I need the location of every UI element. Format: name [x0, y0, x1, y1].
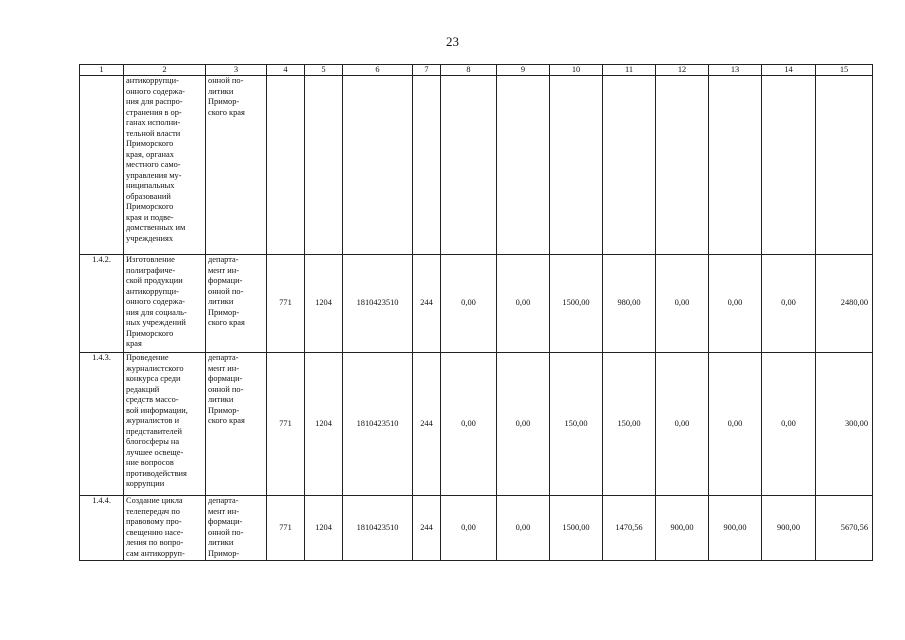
vr-code: 244: [413, 496, 441, 561]
amount-total: 300,00: [816, 353, 873, 496]
amount-col11: 150,00: [603, 353, 656, 496]
amount-col14: 900,00: [762, 496, 816, 561]
page-number: 23: [446, 34, 459, 49]
column-header: 15: [816, 65, 873, 76]
activity-name: Создание цикла телепередач по правовому про- свещению насе- ления по вопро- сам антикорруп-: [124, 496, 206, 561]
executor: департа- мент ин- формаци- онной по- литики Примор- ского края: [206, 255, 267, 353]
amount-total: 5670,56: [816, 496, 873, 561]
csr-code: 1810423510: [343, 255, 413, 353]
amount-col13: [709, 76, 762, 255]
activity-name: Изготовление полиграфиче- ской продукции антикоррупци- онного содержа- ния для социаль- ных учреждений Приморского края: [124, 255, 206, 353]
amount-col12: 900,00: [656, 496, 709, 561]
column-header: 7: [413, 65, 441, 76]
column-header: 5: [305, 65, 343, 76]
csr-code: 1810423510: [343, 496, 413, 561]
amount-col14: 0,00: [762, 353, 816, 496]
amount-col10: 1500,00: [550, 255, 603, 353]
amount-total: 2480,00: [816, 255, 873, 353]
amount-col12: 0,00: [656, 353, 709, 496]
column-header: 12: [656, 65, 709, 76]
column-header: 3: [206, 65, 267, 76]
amount-col8: 0,00: [441, 255, 497, 353]
rzpr-code: [305, 76, 343, 255]
column-header: 2: [124, 65, 206, 76]
column-header: 14: [762, 65, 816, 76]
column-header: 10: [550, 65, 603, 76]
rzpr-code: 1204: [305, 353, 343, 496]
vr-code: 244: [413, 353, 441, 496]
vr-code: [413, 76, 441, 255]
column-header: 1: [80, 65, 124, 76]
activity-name: антикоррупци- онного содержа- ния для распро- странения в ор- ганах исполни- тельной власти Приморского края, органах местного само- управления му- ниципальных образований Приморского края и подве- домственных им учреждениях: [124, 76, 206, 255]
amount-col11: 980,00: [603, 255, 656, 353]
amount-col9: 0,00: [497, 353, 550, 496]
grbs-code: 771: [267, 255, 305, 353]
table-row: [80, 76, 873, 255]
amount-col9: 0,00: [497, 496, 550, 561]
amount-col12: 0,00: [656, 255, 709, 353]
amount-col9: 0,00: [497, 255, 550, 353]
column-header: 4: [267, 65, 305, 76]
vr-code: 244: [413, 255, 441, 353]
executor: департа- мент ин- формаци- онной по- литики Примор-: [206, 496, 267, 561]
row-number: 1.4.4.: [80, 496, 124, 561]
amount-col12: [656, 76, 709, 255]
column-header: 6: [343, 65, 413, 76]
csr-code: 1810423510: [343, 353, 413, 496]
table-row: [80, 353, 873, 496]
executor: департа- мент ин- формаци- онной по- литики Примор- ского края: [206, 353, 267, 496]
budget-table: [79, 64, 873, 561]
amount-col14: 0,00: [762, 255, 816, 353]
amount-col13: 0,00: [709, 353, 762, 496]
activity-name: Проведение журналистского конкурса среди редакций средств массо- вой информации, журналистов и представителей блогосферы на лучшее освеще- ние вопросов противодействия коррупции: [124, 353, 206, 496]
grbs-code: 771: [267, 496, 305, 561]
amount-col10: 150,00: [550, 353, 603, 496]
column-header: 11: [603, 65, 656, 76]
amount-col11: 1470,56: [603, 496, 656, 561]
amount-col9: [497, 76, 550, 255]
amount-col8: [441, 76, 497, 255]
amount-col10: [550, 76, 603, 255]
header-row: [80, 65, 873, 76]
amount-col8: 0,00: [441, 496, 497, 561]
amount-col10: 1500,00: [550, 496, 603, 561]
csr-code: [343, 76, 413, 255]
row-number: 1.4.3.: [80, 353, 124, 496]
rzpr-code: 1204: [305, 496, 343, 561]
amount-col13: 0,00: [709, 255, 762, 353]
amount-col14: [762, 76, 816, 255]
row-number: [80, 76, 124, 255]
executor: онной по- литики Примор- ского края: [206, 76, 267, 255]
column-header: 13: [709, 65, 762, 76]
amount-col13: 900,00: [709, 496, 762, 561]
grbs-code: 771: [267, 353, 305, 496]
amount-total: [816, 76, 873, 255]
amount-col8: 0,00: [441, 353, 497, 496]
column-header: 9: [497, 65, 550, 76]
table-row: [80, 496, 873, 561]
grbs-code: [267, 76, 305, 255]
column-header: 8: [441, 65, 497, 76]
rzpr-code: 1204: [305, 255, 343, 353]
table-row: [80, 255, 873, 353]
amount-col11: [603, 76, 656, 255]
row-number: 1.4.2.: [80, 255, 124, 353]
